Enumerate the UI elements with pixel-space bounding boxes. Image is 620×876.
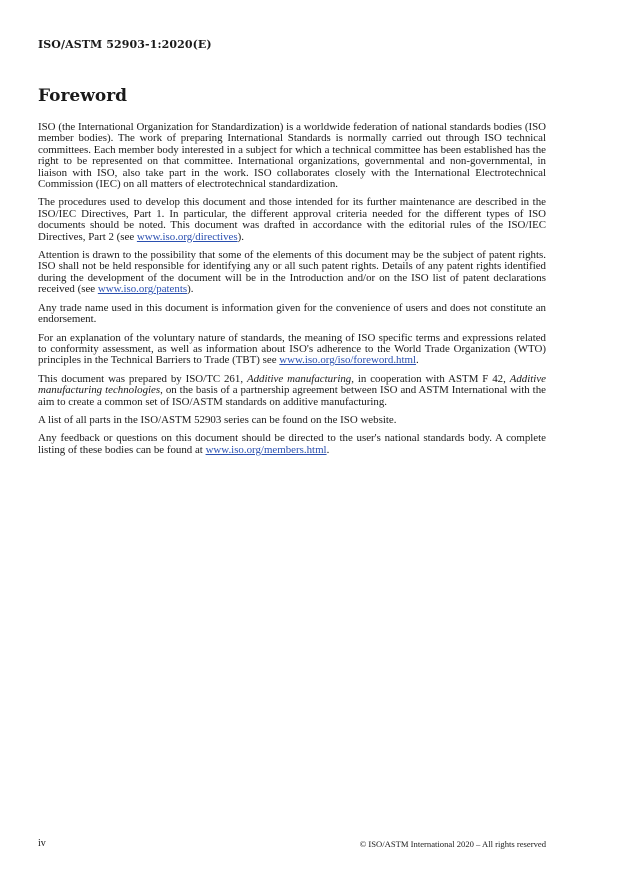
paragraph-trade-name: Any trade name used in this document is information given for the convenience of users and does not constitute an endorsement.: [38, 301, 546, 326]
page-number: iv: [38, 838, 46, 849]
foreword-body: [38, 122, 546, 463]
paragraph-voluntary-nature: For an explanation of the voluntary nature of standards, the meaning of ISO specific terms and expressions related to conformity assessment, as well as information about ISO's adherence to the World Trade Organization (WTO) principles in the Technical Barriers to Trade (TBT) see www.iso.org/iso/foreword.html.: [38, 331, 546, 367]
paragraph-prepared-by: This document was prepared by ISO/TC 261, Additive manufacturing, in cooperation with ASTM F 42, Additive manufacturing technologies, on the basis of a partnership agreement between ISO and ASTM International with the aim to create a common set of ISO/ASTM standards on additive manufacturing.: [38, 372, 546, 408]
paragraph-series-list: A list of all parts in the ISO/ASTM 52903 series can be found on the ISO website.: [38, 413, 397, 426]
section-title: Foreword: [38, 86, 128, 106]
directives-link[interactable]: www.iso.org/directives: [136, 230, 238, 243]
paragraph-procedures: The procedures used to develop this document and those intended for its further maintenance are described in the ISO/IEC Directives, Part 1. In particular, the different approval criteria needed for the different types of ISO documents should be noted. This document was drafted in accordance with the editorial rules of the ISO/IEC Directives, Part 2 (see www.iso.org/directives).: [38, 196, 546, 243]
paragraph-feedback: Any feedback or questions on this document should be directed to the user's national standards body. A complete listing of these bodies can be found at www.iso.org/members.html.: [38, 432, 546, 456]
patents-link[interactable]: www.iso.org/patents: [97, 283, 188, 296]
paragraph-patents: Attention is drawn to the possibility that some of the elements of this document may be the subject of patent rights. ISO shall not be held responsible for identifying any or all such patent rights. Details of any patent rights identified during the development of the document will be in the Introduction and/or on the ISO list of patent declarations received (see www.iso.org/patents).: [38, 249, 546, 296]
paragraph-iso-overview: ISO (the International Organization for Standardization) is a worldwide federation of national standards bodies (ISO member bodies). The work of preparing International Standards is normally carried out through ISO technical committees. Each member body interested in a subject for which a technical committee has been established has the right to be represented on that committee. International organizations, governmental and non-governmental, in liaison with ISO, also take part in the work. ISO collaborates closely with the International Electrotechnical Commission (IEC) on all matters of electrotechnical standardization.: [38, 121, 546, 191]
copyright-notice: © ISO/ASTM International 2020 – All rights reserved: [359, 839, 546, 849]
document-identifier: ISO/ASTM 52903-1:2020(E): [38, 38, 212, 51]
members-link[interactable]: www.iso.org/members.html: [205, 443, 327, 456]
foreword-link[interactable]: www.iso.org/iso/foreword.html: [279, 354, 417, 367]
document-page: [38, 0, 546, 876]
